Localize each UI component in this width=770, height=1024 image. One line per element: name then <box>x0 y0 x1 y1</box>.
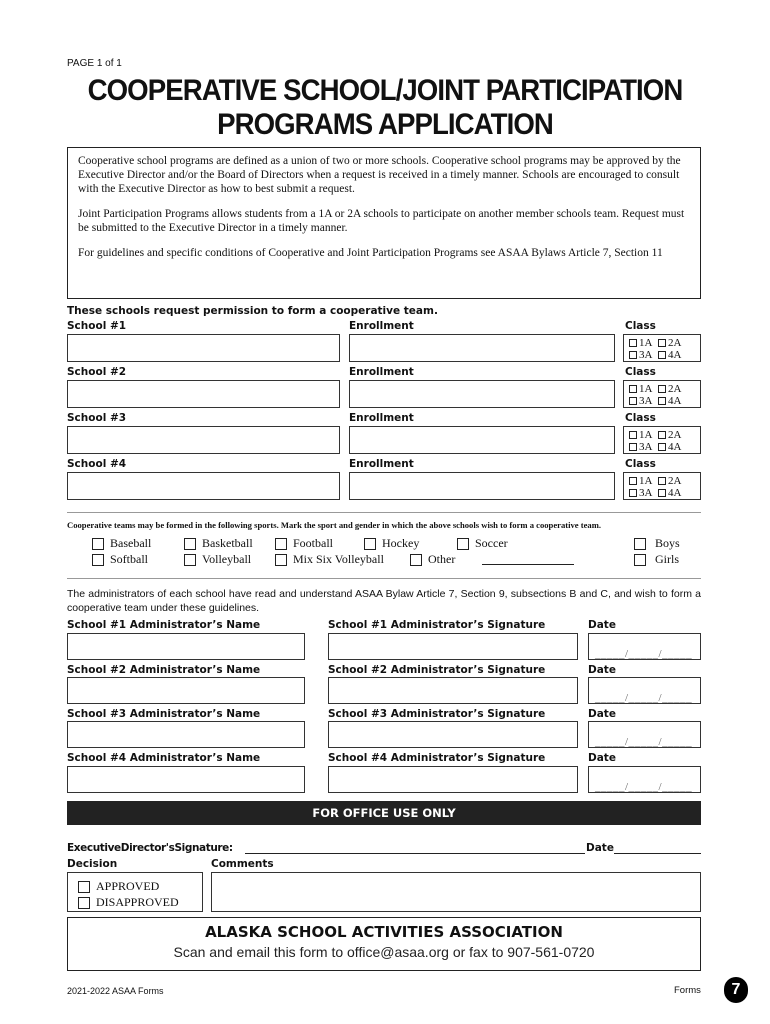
school-1-label: School #1 <box>67 320 127 332</box>
baseball-checkbox[interactable] <box>92 538 104 550</box>
school-2-enrollment-label: Enrollment <box>349 366 414 378</box>
admin-4-name-field[interactable] <box>67 766 305 793</box>
school-1-class-label: Class <box>625 320 656 332</box>
class-3a-checkbox[interactable] <box>629 397 637 405</box>
basketball-checkbox[interactable] <box>184 538 196 550</box>
gender-girls[interactable]: Girls <box>634 552 679 567</box>
exec-date-line[interactable] <box>614 853 701 854</box>
page-label: PAGE 1 of 1 <box>67 58 122 69</box>
admin-1-date-label: Date <box>588 619 616 631</box>
contact-line: Scan and email this form to office@asaa.org or fax to 907-561-0720 <box>173 944 595 960</box>
mix-six-checkbox[interactable] <box>275 554 287 566</box>
exec-date-label: Date <box>586 842 614 854</box>
football-checkbox[interactable] <box>275 538 287 550</box>
class-4a-checkbox[interactable] <box>658 443 666 451</box>
soccer-checkbox[interactable] <box>457 538 469 550</box>
other-checkbox[interactable] <box>410 554 422 566</box>
school-3-class-box: 1A 2A 3A 4A <box>623 426 701 454</box>
admin-3-name-field[interactable] <box>67 721 305 748</box>
school-4-enrollment-field[interactable] <box>349 472 615 500</box>
school-2-label: School #2 <box>67 366 127 378</box>
school-3-enrollment-label: Enrollment <box>349 412 414 424</box>
admin-3-signature-field[interactable] <box>328 721 578 748</box>
sport-volleyball[interactable]: Volleyball <box>184 552 251 567</box>
footer-section: Forms <box>674 985 701 996</box>
intro-paragraph-3: For guidelines and specific conditions of Cooperative and Joint Participation Programs see ASAA Bylaws Article 7, Section 11 <box>78 247 663 259</box>
decision-disapproved[interactable]: DISAPPROVED <box>78 894 202 910</box>
intro-paragraph-1: Cooperative school programs are defined as a union of two or more schools. Cooperative school programs may be approved by the Executive Director and/or the Board of Directors when a request is received in a timely manner. Schools are encouraged to consult with the Executive Director as how to best submit a request. <box>78 155 681 195</box>
boys-checkbox[interactable] <box>634 538 646 550</box>
gender-boys[interactable]: Boys <box>634 536 680 551</box>
school-3-enrollment-field[interactable] <box>349 426 615 454</box>
class-4a-checkbox[interactable] <box>658 489 666 497</box>
intro-paragraph-2: Joint Participation Programs allows students from a 1A or 2A schools to participate on another member schools team. Request must be submitted to the Executive Director in a timely manner. <box>78 208 685 234</box>
school-4-class-label: Class <box>625 458 656 470</box>
comments-label: Comments <box>211 858 274 870</box>
admin-3-date-label: Date <box>588 708 616 720</box>
sport-football[interactable]: Football <box>275 536 333 551</box>
class-1a-checkbox[interactable] <box>629 339 637 347</box>
schools-heading: These schools request permission to form a cooperative team. <box>67 305 438 317</box>
admin-2-signature-label: School #2 Administrator’s Signature <box>328 664 546 676</box>
sport-mix-six-volleyball[interactable]: Mix Six Volleyball <box>275 552 384 567</box>
decision-box <box>67 872 203 912</box>
approved-checkbox[interactable] <box>78 881 90 893</box>
page-number-badge: 7 <box>724 977 748 1003</box>
admin-1-name-field[interactable] <box>67 633 305 660</box>
girls-checkbox[interactable] <box>634 554 646 566</box>
exec-signature-line[interactable] <box>245 853 585 854</box>
class-1a-checkbox[interactable] <box>629 385 637 393</box>
sport-baseball[interactable]: Baseball <box>92 536 151 551</box>
comments-field[interactable] <box>211 872 701 912</box>
admin-2-date-label: Date <box>588 664 616 676</box>
admin-1-name-label: School #1 Administrator’s Name <box>67 619 261 631</box>
exec-signature-label: ExecutiveDirector'sSignature: <box>67 842 233 854</box>
sport-softball[interactable]: Softball <box>92 552 148 567</box>
admin-1-signature-label: School #1 Administrator’s Signature <box>328 619 546 631</box>
class-4a-checkbox[interactable] <box>658 397 666 405</box>
admin-4-signature-field[interactable] <box>328 766 578 793</box>
divider <box>67 578 701 579</box>
class-1a-checkbox[interactable] <box>629 477 637 485</box>
volleyball-checkbox[interactable] <box>184 554 196 566</box>
association-name: ALASKA SCHOOL ACTIVITIES ASSOCIATION <box>205 923 563 941</box>
class-4a-checkbox[interactable] <box>658 351 666 359</box>
admin-4-signature-label: School #4 Administrator’s Signature <box>328 752 546 764</box>
class-2a-checkbox[interactable] <box>658 339 666 347</box>
sports-heading: Cooperative teams may be formed in the following sports. Mark the sport and gender in which the above schools wish to form a cooperative team. <box>67 520 602 530</box>
school-4-label: School #4 <box>67 458 127 470</box>
class-2a-checkbox[interactable] <box>658 477 666 485</box>
class-1a-checkbox[interactable] <box>629 431 637 439</box>
school-3-label: School #3 <box>67 412 127 424</box>
admin-1-signature-field[interactable] <box>328 633 578 660</box>
softball-checkbox[interactable] <box>92 554 104 566</box>
footer-forms-year: 2021-2022 ASAA Forms <box>67 986 164 996</box>
admin-2-name-field[interactable] <box>67 677 305 704</box>
decision-label: Decision <box>67 858 118 870</box>
admin-2-signature-field[interactable] <box>328 677 578 704</box>
admin-4-name-label: School #4 Administrator’s Name <box>67 752 261 764</box>
intro-box <box>67 147 701 299</box>
school-2-enrollment-field[interactable] <box>349 380 615 408</box>
class-3a-checkbox[interactable] <box>629 351 637 359</box>
school-3-name-field[interactable] <box>67 426 340 454</box>
sport-basketball[interactable]: Basketball <box>184 536 253 551</box>
school-2-name-field[interactable] <box>67 380 340 408</box>
admin-4-date-field[interactable]: _____/_____/_____ <box>588 766 701 793</box>
class-2a-checkbox[interactable] <box>658 431 666 439</box>
school-1-enrollment-label: Enrollment <box>349 320 414 332</box>
school-2-class-label: Class <box>625 366 656 378</box>
admin-3-date-field[interactable]: _____/_____/_____ <box>588 721 701 748</box>
school-4-enrollment-label: Enrollment <box>349 458 414 470</box>
admin-1-date-field[interactable]: _____/_____/_____ <box>588 633 701 660</box>
school-2-class-box: 1A 2A 3A 4A <box>623 380 701 408</box>
admin-3-signature-label: School #3 Administrator’s Signature <box>328 708 546 720</box>
admin-3-name-label: School #3 Administrator’s Name <box>67 708 261 720</box>
class-3a-checkbox[interactable] <box>629 489 637 497</box>
title-line-2: PROGRAMS APPLICATION <box>217 108 553 141</box>
class-2a-checkbox[interactable] <box>658 385 666 393</box>
admin-2-name-label: School #2 Administrator’s Name <box>67 664 261 676</box>
school-3-class-label: Class <box>625 412 656 424</box>
school-1-name-field[interactable] <box>67 334 340 362</box>
sport-soccer[interactable]: Soccer <box>457 536 508 551</box>
decision-approved[interactable]: APPROVED <box>78 878 202 894</box>
sport-other[interactable]: Other <box>410 552 455 567</box>
divider <box>67 512 701 513</box>
school-1-enrollment-field[interactable] <box>349 334 615 362</box>
other-sport-line[interactable] <box>482 564 574 565</box>
school-1-class-box: 1A 2A 3A 4A <box>623 334 701 362</box>
title-line-1: COOPERATIVE SCHOOL/JOINT PARTICIPATION <box>87 74 683 107</box>
school-4-name-field[interactable] <box>67 472 340 500</box>
admin-2-date-field[interactable]: _____/_____/_____ <box>588 677 701 704</box>
school-4-class-box: 1A 2A 3A 4A <box>623 472 701 500</box>
admin-4-date-label: Date <box>588 752 616 764</box>
office-use-banner: FOR OFFICE USE ONLY <box>67 801 701 825</box>
hockey-checkbox[interactable] <box>364 538 376 550</box>
class-3a-checkbox[interactable] <box>629 443 637 451</box>
association-box <box>67 917 701 971</box>
admin-statement: The administrators of each school have read and understand ASAA Bylaw Article 7, Section 9, subsections B and C, and wish to form a cooperative team under these guidelines. <box>67 588 701 614</box>
disapproved-checkbox[interactable] <box>78 897 90 909</box>
sport-hockey[interactable]: Hockey <box>364 536 419 551</box>
